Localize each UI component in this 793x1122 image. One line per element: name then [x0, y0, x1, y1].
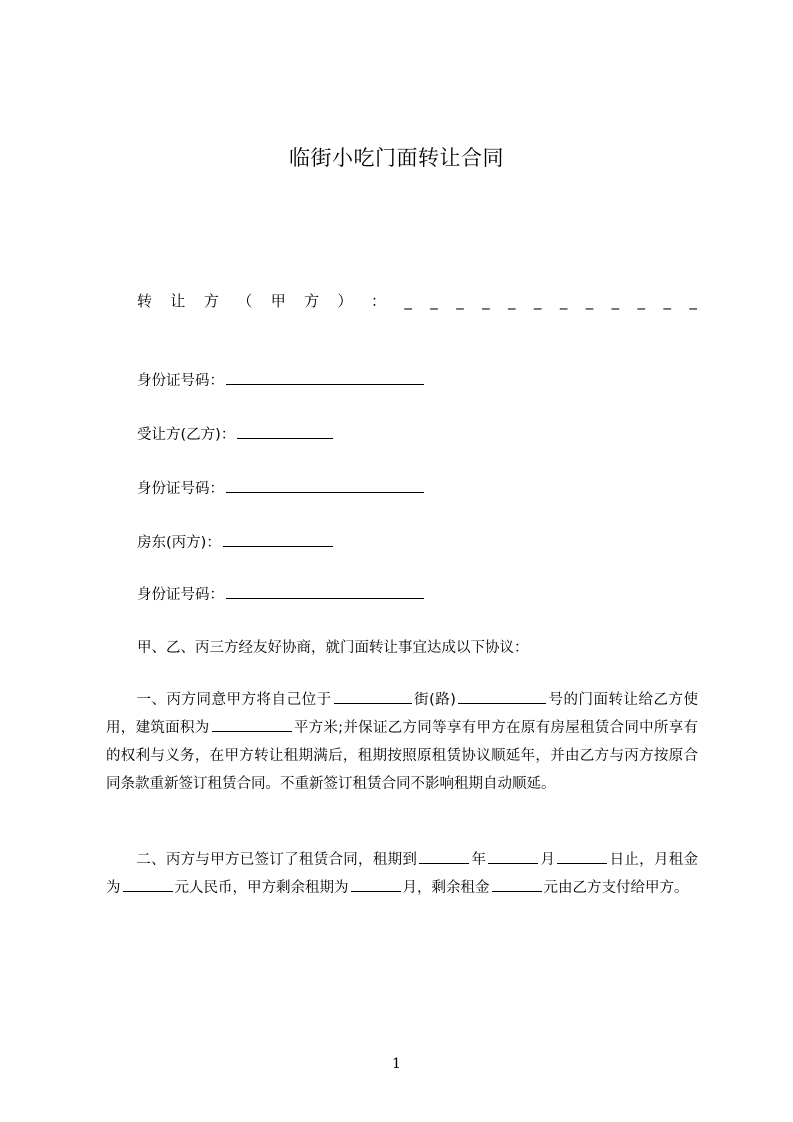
clause2-text: 月	[540, 852, 556, 868]
contract-title: 临街小吃门面转让合同	[289, 146, 504, 170]
id-blank	[226, 584, 424, 599]
remaining-term-blank	[351, 877, 401, 892]
transferee-label: 受让方(乙方)：	[137, 427, 236, 443]
clause2-text: 月，剩余租金	[402, 880, 490, 896]
transferee-id-line	[137, 478, 426, 499]
street-blank	[334, 689, 412, 704]
transferor-blank: _	[430, 292, 438, 310]
clause2-text: 元人民币，甲方剩余租期为	[174, 880, 349, 896]
clause2-text: 元由乙方支付给甲方。	[543, 880, 689, 896]
transferor-blank: _	[689, 292, 697, 310]
intro-paragraph: 甲、乙、丙三方经友好协商，就门面转让事宜达成以下协议：	[137, 640, 529, 656]
transferor-id-line	[137, 370, 426, 391]
clause-2	[106, 846, 698, 902]
clause1-text: 街(路)	[413, 692, 456, 708]
id-label: 身份证号码：	[137, 481, 224, 497]
month-blank	[488, 849, 538, 864]
clause2-text: 二、丙方与甲方已签订了租赁合同，租期到	[136, 852, 418, 868]
clause-1	[106, 686, 698, 798]
transferee-line	[137, 424, 335, 445]
transferee-blank	[237, 424, 333, 439]
id-label: 身份证号码：	[137, 587, 224, 603]
landlord-id-line	[137, 584, 426, 605]
clause1-text: 平方米;并保证乙方同等享有甲方在原有房屋租赁合同中所享有的权利与义务，在甲方转让租期满后，租期按照原租赁协议顺延年，并由乙方与丙方按原合同条款重新签订租赁合同。不重新签订租赁合同不影响租期自动顺延。	[106, 720, 699, 792]
transferor-blank: _	[663, 292, 671, 310]
year-blank	[419, 849, 469, 864]
transferor-blank: _	[404, 292, 412, 310]
transferor-line	[137, 290, 697, 312]
number-blank	[458, 689, 546, 704]
id-blank	[226, 478, 424, 493]
transferor-char: ：	[370, 292, 386, 310]
page-number: 1	[392, 1056, 401, 1072]
transferor-char: 方	[203, 292, 219, 310]
transferor-char: 转	[137, 292, 153, 310]
id-blank	[226, 370, 424, 385]
day-blank	[557, 849, 607, 864]
transferor-blank: _	[533, 292, 542, 310]
transferor-blank: _	[508, 292, 516, 310]
transferor-char: 甲	[270, 292, 286, 310]
transferor-blank: _	[611, 292, 620, 310]
id-label: 身份证号码：	[137, 373, 224, 389]
transferor-blank: _	[585, 292, 594, 310]
clause2-text: 年	[471, 852, 487, 868]
transferor-blank: _	[456, 292, 464, 310]
transferor-blank: _	[482, 292, 490, 310]
transferor-char: 方	[304, 292, 320, 310]
transferor-char: ）	[337, 292, 353, 310]
transferor-char: （	[237, 292, 253, 310]
transferor-char: 让	[170, 292, 186, 310]
clause1-text: 号的门面转让给乙方使用，建筑面积为	[106, 692, 698, 736]
transferor-blank: _	[559, 292, 568, 310]
remaining-rent-blank	[492, 877, 542, 892]
area-blank	[212, 717, 292, 732]
landlord-blank	[223, 532, 333, 547]
landlord-line	[137, 532, 335, 553]
clause1-text: 一、丙方同意甲方将自己位于	[136, 692, 332, 708]
landlord-label: 房东(丙方)：	[137, 535, 221, 551]
rent-blank	[123, 877, 173, 892]
transferor-blank: _	[637, 292, 646, 310]
clause2-text: 日止，月租金为	[106, 852, 699, 896]
